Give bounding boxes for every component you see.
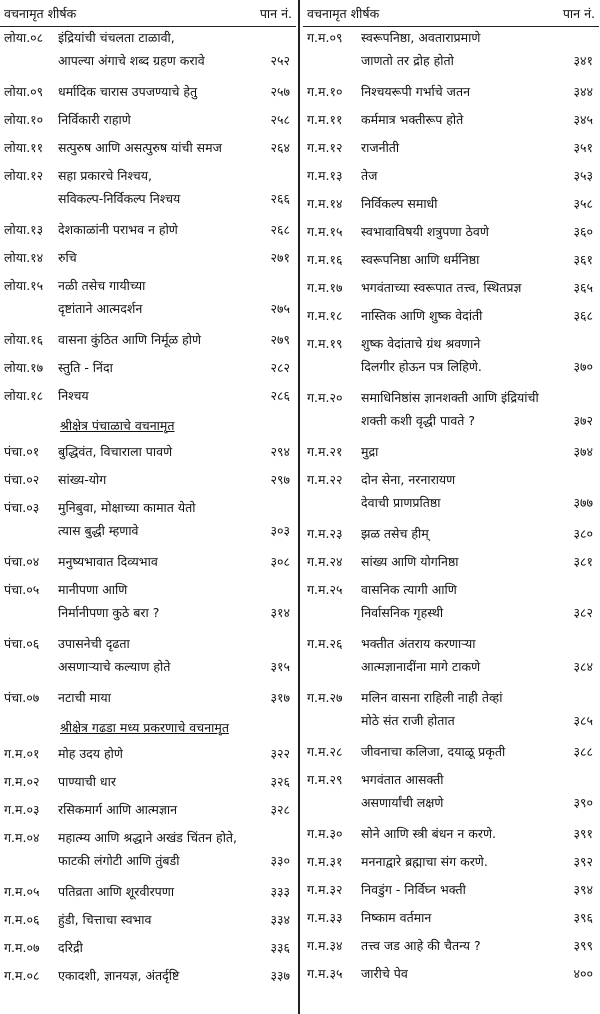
right-column-header [303,0,599,27]
entry-page-number: २७९ [270,332,290,347]
entry-code: ग.म.१९ [307,336,343,351]
toc-entry [303,687,599,741]
entry-code: ग.म.०५ [4,884,40,899]
entry-page-number: २६४ [270,140,290,155]
entry-page-number: २५२ [270,53,290,68]
entry-title-line: असणाऱ्याचे कल्याण होते [58,659,171,674]
entry-page-number: २५७ [270,84,290,99]
entry-title-line: नळी तसेच गायीच्या [58,278,146,293]
entry-title-line: दृष्टांताने आत्मदर्शन [58,301,143,316]
entry-title-line: देवाची प्राणप्रतिष्ठा [361,495,441,510]
entry-page-number: ३८५ [573,713,593,728]
toc-entry [0,165,296,219]
column-divider [298,0,300,1014]
column-title: वचनामृत शीर्षक [307,6,380,21]
entry-title-line: एकादशी, ज्ञानयज्ञ, अंतर्दृष्टि [58,968,180,983]
entry-code: पंचा.०७ [4,690,40,705]
entry-code: ग.म.३४ [307,938,343,953]
entry-title-line: महात्म्य आणि श्रद्धाने अखंड चिंतन होते, [58,830,238,845]
entry-code: ग.म.२० [307,390,343,405]
entry-title-line: भगवंतात आसक्ती [361,772,444,787]
entry-title-line: मलिन वासना राहिली नाही तेव्हां [361,690,503,705]
entry-title-line: पाण्याची धार [58,774,116,789]
entry-title-line: तेज [361,168,378,183]
left-column-header [0,0,296,27]
entry-title-line: दिलगीर होऊन पत्र लिहिणे. [361,359,482,374]
entry-code: लोया.०९ [4,84,44,99]
entry-code: पंचा.०६ [4,636,40,651]
entry-page-number: ३६८ [573,308,593,323]
entry-title-line: रसिकमार्ग आणि आत्मज्ञान [58,802,178,817]
entry-page-number: ३१७ [270,690,290,705]
toc-entry [303,879,599,907]
entry-title-line: निवडुंग - निर्विघ्न भक्ती [361,882,466,897]
entry-title-line: सहा प्रकारचे निश्चय, [58,168,152,183]
toc-entry [303,137,599,165]
entry-title-line: सविकल्प-निर्विकल्प निश्चय [58,191,181,206]
entry-title-line: बुद्धिवंत, विचाराला पावणे [58,444,173,459]
entry-title-line: शक्ती कशी वृद्धी पावते ? [361,413,476,428]
toc-entry [303,769,599,823]
toc-entry [0,441,296,469]
entry-code: ग.म.०९ [307,30,343,45]
section-heading-text: श्रीक्षेत्र गढडा मध्य प्रकरणाचे वचनामृत [60,720,229,735]
entry-code: ग.म.३३ [307,910,343,925]
entry-title-line: नटाची माया [58,690,111,705]
toc-entry [0,247,296,275]
entry-code: ग.म.३२ [307,882,343,897]
toc-entry [303,277,599,305]
right-column [303,0,599,1014]
toc-entry [303,963,599,991]
entry-title-line: दरिद्री [58,940,83,955]
entry-page-number: ३८१ [573,554,593,569]
toc-entry [0,329,296,357]
toc-entry [303,633,599,687]
entry-title-line: सोने आणि स्त्री बंधन न करणे. [361,826,496,841]
entry-title-line: निष्काम वर्तमान [361,910,432,925]
toc-entry [0,799,296,827]
right-entry-list [303,27,599,991]
entry-code: पंचा.०१ [4,444,40,459]
entry-title-line: मननाद्वारे ब्रह्माचा संग करणे. [361,854,488,869]
entry-title-line: सत्पुरुष आणि असत्पुरुष यांची समज [58,140,222,155]
toc-entry [303,469,599,523]
entry-code: ग.म.१८ [307,308,343,323]
entry-page-number: ३९० [573,795,593,810]
entry-code: ग.म.३१ [307,854,343,869]
entry-code: ग.म.३५ [307,966,343,981]
entry-page-number: ३८० [573,526,593,541]
entry-title-line: मुनिबुवा, मोक्षाच्या कामात येतो [58,500,196,515]
toc-entry [303,27,599,81]
entry-code: ग.म.१२ [307,140,343,155]
entry-page-number: ३३४ [270,912,290,927]
entry-code: पंचा.०३ [4,500,40,515]
entry-code: लोया.११ [4,140,44,155]
entry-title-line: राजनीती [361,140,400,155]
entry-page-number: २९७ [270,472,290,487]
entry-code: ग.म.२७ [307,690,343,705]
entry-page-number: २८६ [270,388,290,403]
entry-title-line: मोठे संत राजी होतात [361,713,455,728]
entry-code: ग.म.०२ [4,774,40,789]
toc-entry [0,109,296,137]
entry-code: ग.म.१५ [307,224,343,239]
entry-title-line: जारीचे पेव [361,966,408,981]
entry-page-number: ३६१ [573,252,593,267]
section-heading-text: श्रीक्षेत्र पंचाळाचे वचनामृत [60,418,175,433]
entry-title-line: झळ तसेच हीम् [361,526,429,541]
entry-title-line: वासना कुंठित आणि निर्मूळ होणे [58,332,202,347]
entry-title-line: धर्मादिक चारास उपजण्याचे हेतु [58,84,198,99]
entry-code: ग.म.२१ [307,444,343,459]
toc-entry [303,935,599,963]
toc-entry [303,193,599,221]
toc-entry [303,907,599,935]
section-heading [0,413,296,441]
entry-page-number: ३३६ [270,940,290,955]
entry-code: ग.म.११ [307,112,343,127]
entry-page-number: ३२८ [270,802,290,817]
entry-page-number: २६८ [270,222,290,237]
entry-title-line: समाधिनिष्ठांस ज्ञानशक्ती आणि इंद्रियांची [361,390,539,405]
toc-entry [303,221,599,249]
toc-entry [303,165,599,193]
entry-page-number: ३०३ [270,523,290,538]
entry-title-line: स्वरूपनिष्ठा, अवताराप्रमाणे [361,30,481,45]
entry-title-line: मानीपणा आणि [58,582,128,597]
entry-page-number: ३२६ [270,774,290,789]
entry-page-number: ३८८ [573,744,593,759]
toc-entry [0,497,296,551]
entry-code: पंचा.०२ [4,472,40,487]
entry-title-line: निश्चयरूपी गर्भाचे जतन [361,84,471,99]
entry-code: लोया.१८ [4,388,44,403]
toc-entry [0,633,296,687]
column-page-label: पान नं. [562,6,595,21]
entry-title-line: निर्मानीपणा कुठे बरा ? [58,605,160,620]
toc-entry [303,249,599,277]
toc-entry [0,881,296,909]
entry-page-number: ३९६ [573,910,593,925]
column-title: वचनामृत शीर्षक [4,6,77,21]
entry-title-line: आत्मज्ञानादींना मागे टाकणे [361,659,481,674]
left-column [0,0,296,1014]
entry-title-line: वासनिक त्यागी आणि [361,582,457,597]
column-page-label: पान नं. [259,6,292,21]
entry-code: ग.म.०६ [4,912,40,927]
entry-title-line: हुंडी, चित्ताचा स्वभाव [58,912,152,927]
entry-page-number: ३२२ [270,746,290,761]
entry-title-line: निर्विकारी राहाणे [58,112,131,127]
entry-code: ग.म.२८ [307,744,343,759]
entry-page-number: ३५१ [573,140,593,155]
entry-title-line: निश्चय [58,388,89,403]
toc-entry [0,579,296,633]
entry-page-number: ३०८ [270,554,290,569]
entry-title-line: देशकाळांनी पराभव न होणे [58,222,178,237]
entry-code: ग.म.२२ [307,472,343,487]
toc-entry [0,743,296,771]
toc-entry [0,219,296,247]
entry-title-line: मोह उदय होणे [58,746,123,761]
entry-page-number: ३९४ [573,882,593,897]
toc-entry [303,741,599,769]
entry-title-line: स्वरूपनिष्ठा आणि धर्मनिष्ठा [361,252,480,267]
entry-title-line: निर्विकल्प समाधी [361,196,438,211]
entry-page-number: ३४४ [573,84,593,99]
entry-title-line: शुष्क वेदांताचे ग्रंथ श्रवणाने [361,336,481,351]
entry-code: ग.म.०१ [4,746,40,761]
entry-title-line: कर्ममात्र भक्तीरूप होते [361,112,464,127]
toc-entry [0,551,296,579]
entry-page-number: ३९२ [573,854,593,869]
entry-code: ग.म.२४ [307,554,343,569]
toc-entry [303,523,599,551]
entry-code: ग.म.०४ [4,830,40,845]
entry-title-line: फाटकी लंगोटी आणि तुंबडी [58,853,180,868]
toc-entry [0,469,296,497]
entry-page-number: ३७० [573,359,593,374]
entry-code: ग.म.१४ [307,196,343,211]
left-entry-list [0,27,296,993]
toc-entry [0,771,296,799]
entry-page-number: ३३३ [270,884,290,899]
entry-page-number: ३५३ [573,168,593,183]
toc-entry [0,965,296,993]
entry-title-line: स्वभावाविषयी शत्रुपणा ठेवणे [361,224,489,239]
entry-title-line: भगवंताच्या स्वरूपात तत्त्व, स्थितप्रज्ञ [361,280,522,295]
section-heading [0,715,296,743]
entry-code: ग.म.०३ [4,802,40,817]
entry-title-line: रुचि [58,250,77,265]
entry-code: ग.म.०७ [4,940,40,955]
entry-title-line: आपल्या अंगाचे शब्द ग्रहण करावे [58,53,205,68]
entry-page-number: ३१५ [270,659,290,674]
entry-page-number: ३९९ [573,938,593,953]
toc-entry [303,333,599,387]
toc-entry [0,137,296,165]
entry-page-number: २७५ [270,301,290,316]
toc-entry [303,823,599,851]
entry-code: ग.म.२५ [307,582,343,597]
entry-code: लोया.१० [4,112,44,127]
entry-page-number: ३७४ [573,444,593,459]
entry-title-line: जीवनाचा कलिजा, दयाळू प्रकृती [361,744,506,759]
entry-page-number: २६६ [270,191,290,206]
entry-title-line: निर्वासनिक गृहस्थी [361,605,444,620]
entry-title-line: दोन सेना, नरनारायण [361,472,456,487]
entry-page-number: ३९१ [573,826,593,841]
entry-title-line: सांख्य-योग [58,472,107,487]
entry-code: लोया.०८ [4,30,44,45]
entry-page-number: २५८ [270,112,290,127]
entry-page-number: ३३० [270,853,290,868]
toc-entry [0,27,296,81]
entry-page-number: २९४ [270,444,290,459]
entry-code: ग.म.२६ [307,636,343,651]
entry-code: ग.म.२९ [307,772,343,787]
entry-title-line: असणार्यांची लक्षणे [361,795,444,810]
toc-entry [303,81,599,109]
toc-entry [0,385,296,413]
entry-code: ग.म.१३ [307,168,343,183]
entry-code: लोया.१४ [4,250,44,265]
entry-code: ग.म.१० [307,84,343,99]
entry-page-number: ३७७ [573,495,593,510]
entry-title-line: त्यास बुद्धी म्हणावे [58,523,139,538]
entry-page-number: ३४१ [573,53,593,68]
entry-code: ग.म.३० [307,826,343,841]
entry-page-number: ४०० [573,966,593,981]
toc-entry [303,305,599,333]
toc-entry [0,357,296,385]
entry-title-line: मनुष्यभावात दिव्यभाव [58,554,158,569]
toc-entry [303,579,599,633]
entry-code: लोया.१२ [4,168,44,183]
entry-title-line: तत्त्व जड आहे की चैतन्य ? [361,938,481,953]
entry-page-number: ३८२ [573,605,593,620]
entry-title-line: मुद्रा [361,444,379,459]
entry-code: ग.म.०८ [4,968,40,983]
entry-title-line: उपासनेची दृढता [58,636,130,651]
entry-page-number: ३५८ [573,196,593,211]
entry-code: ग.म.२३ [307,526,343,541]
entry-title-line: नास्तिक आणि शुष्क वेदांती [361,308,483,323]
entry-page-number: ३६५ [573,280,593,295]
toc-entry [303,387,599,441]
entry-code: ग.म.१७ [307,280,343,295]
entry-code: पंचा.०४ [4,554,40,569]
entry-code: ग.म.१६ [307,252,343,267]
entry-page-number: ३३७ [270,968,290,983]
toc-entry [0,909,296,937]
toc-entry [0,81,296,109]
entry-title-line: पतिव्रता आणि शूरवीरपणा [58,884,175,899]
entry-page-number: ३६० [573,224,593,239]
entry-title-line: स्तुति - निंदा [58,360,113,375]
entry-page-number: ३१४ [270,605,290,620]
entry-title-line: इंद्रियांची चंचलता टाळावी, [58,30,175,45]
entry-code: लोया.१६ [4,332,44,347]
entry-code: लोया.१३ [4,222,44,237]
entry-title-line: जाणतो तर द्रोह होतो [361,53,454,68]
entry-title-line: सांख्य आणि योगनिष्ठा [361,554,459,569]
entry-title-line: भक्तीत अंतराय करणाऱ्या [361,636,476,651]
toc-entry [303,851,599,879]
entry-code: लोया.१५ [4,278,44,293]
toc-entry [303,109,599,137]
entry-page-number: २७१ [270,250,290,265]
entry-code: लोया.१७ [4,360,44,375]
toc-entry [303,551,599,579]
entry-page-number: ३४५ [573,112,593,127]
toc-entry [303,441,599,469]
entry-page-number: ३७२ [573,413,593,428]
entry-code: पंचा.०५ [4,582,40,597]
toc-entry [0,275,296,329]
toc-entry [0,687,296,715]
entry-page-number: २८२ [270,360,290,375]
entry-page-number: ३८४ [573,659,593,674]
toc-entry [0,937,296,965]
toc-entry [0,827,296,881]
